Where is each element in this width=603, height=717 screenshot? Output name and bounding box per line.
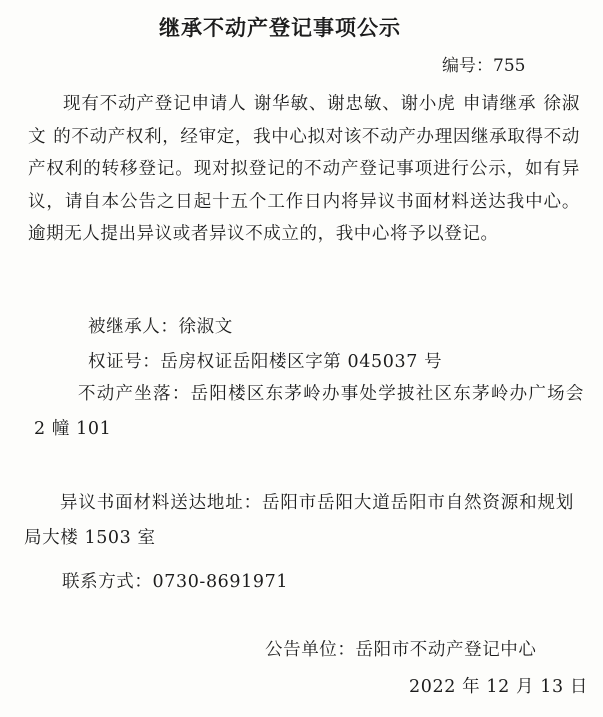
notice-body-paragraph bbox=[28, 88, 580, 251]
body-rest: 的不动产权利，经审定，我中心拟对该不动产办理因继承取得不动产权利的转移登记。现对拟登记的不动产登记事项进行公示，如有异议，请自本公告之日起十五个工作日内将异议书面材料送达我中心。逾期无人提出异议或者异议不成立的，我中心将予以登记。 bbox=[28, 126, 580, 244]
document-number: 编号：755 bbox=[442, 56, 526, 76]
certificate-number-line: 权证号：岳房权证岳阳楼区字第 045037 号 bbox=[88, 352, 443, 372]
decedent-line: 被继承人：徐淑文 bbox=[88, 317, 233, 337]
objection-address-line: 异议书面材料送达地址：岳阳市岳阳大道岳阳市自然资源和规划局大楼 1503 室 bbox=[24, 493, 574, 548]
body-intro: 现有不动产登记申请人 bbox=[63, 94, 247, 114]
body-apply-word: 申请继承 bbox=[462, 94, 537, 114]
contact-line: 联系方式：0730-8691971 bbox=[62, 572, 289, 592]
deceased-name: 徐淑文 bbox=[28, 94, 580, 147]
property-location-line: 不动产坐落：岳阳楼区东茅岭办事处学披社区东茅岭办广场会 2 幢 101 bbox=[34, 384, 584, 439]
notice-title: 继承不动产登记事项公示 bbox=[159, 16, 401, 40]
notice-date: 2022 年 12 月 13 日 bbox=[409, 677, 588, 697]
applicant-names: 谢华敏、谢忠敏、谢小虎 bbox=[253, 94, 456, 114]
issuer-line: 公告单位：岳阳市不动产登记中心 bbox=[265, 640, 537, 660]
